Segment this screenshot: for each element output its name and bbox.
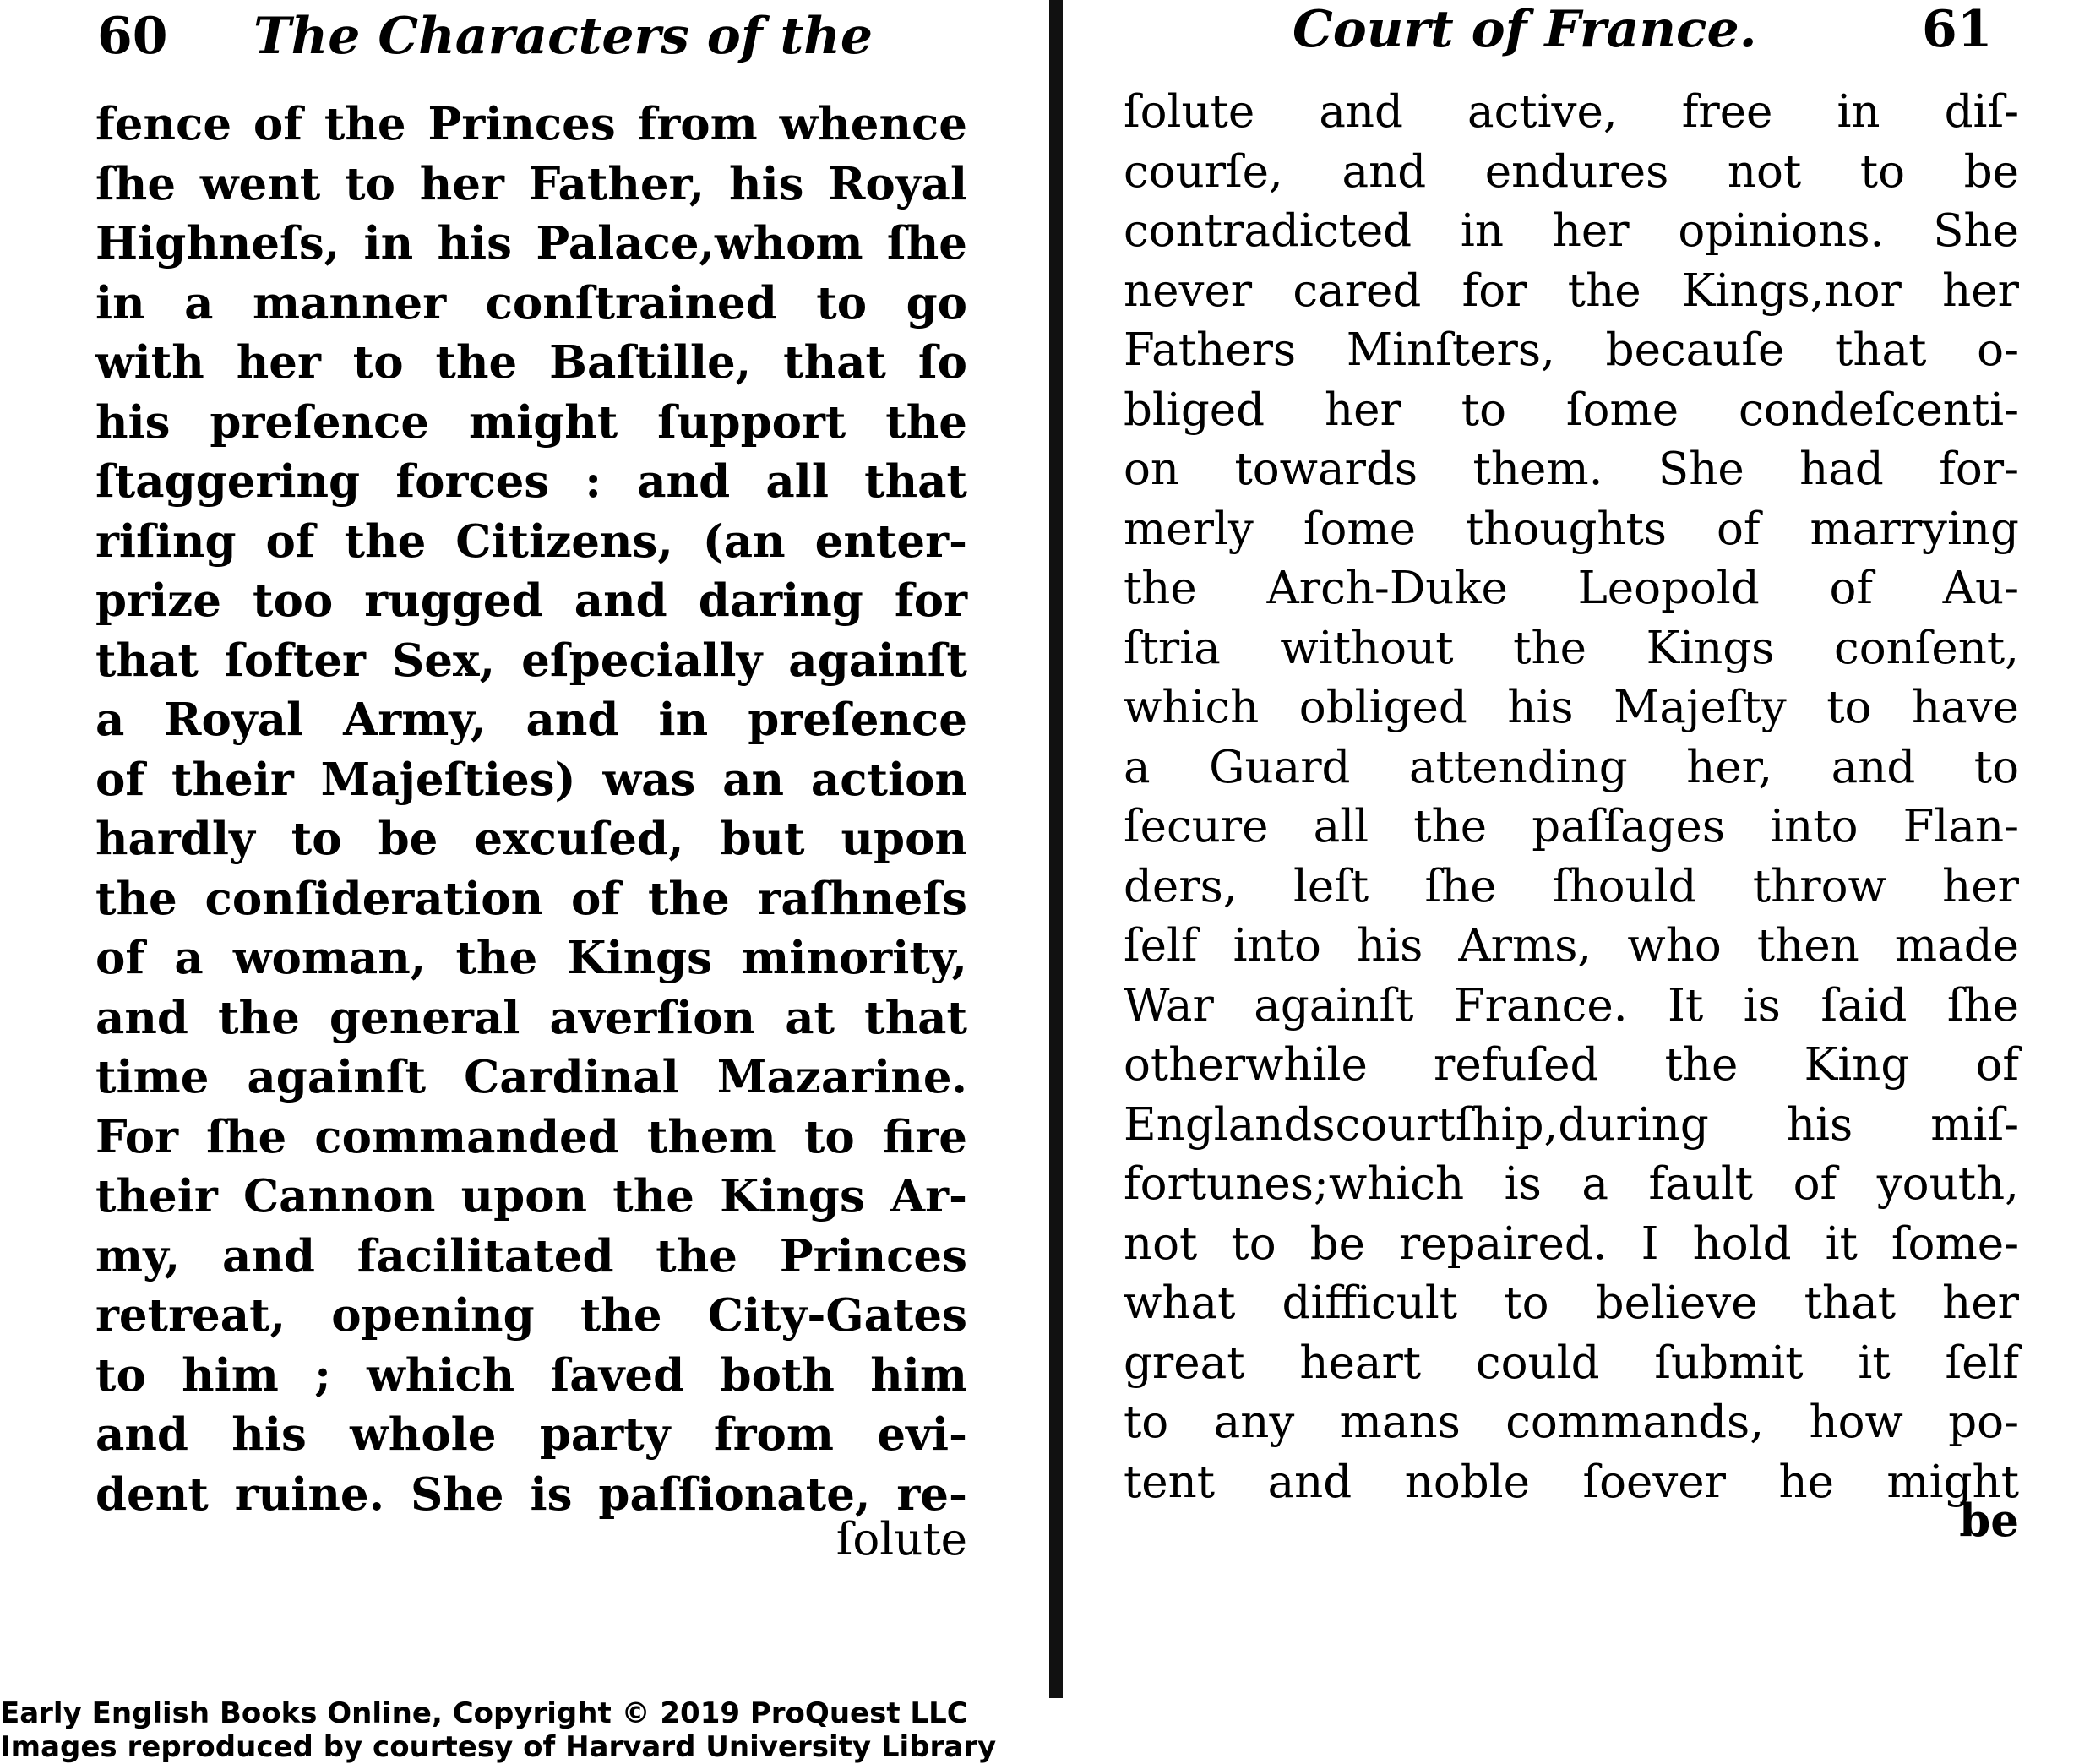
text-line: that ſofter Sex, eſpecially againſt bbox=[95, 634, 967, 687]
left-body-text bbox=[95, 95, 967, 1524]
text-line: Englandscourtſhip,during his miſ- bbox=[1124, 1098, 2019, 1151]
text-line: contradicted in her opinions. She bbox=[1124, 205, 2019, 257]
text-line: merly ſome thoughts of marrying bbox=[1124, 503, 2019, 555]
text-line: retreat, opening the City-Gates bbox=[95, 1289, 967, 1342]
text-line: For ſhe commanded them to fire bbox=[95, 1110, 967, 1163]
text-line: never cared for the Kings,nor her bbox=[1124, 264, 2019, 317]
text-line: and the general averſion at that bbox=[95, 991, 967, 1044]
text-line: otherwhile refuſed the King of bbox=[1124, 1039, 2019, 1091]
right-catchword: be bbox=[1959, 1494, 2019, 1547]
text-line: bliged her to ſome condeſcenti- bbox=[1124, 384, 2019, 436]
text-line: ſtria without the Kings conſent, bbox=[1124, 622, 2019, 674]
footer-credits bbox=[0, 1696, 996, 1764]
text-line: my, and facilitated the Princes bbox=[95, 1229, 967, 1282]
text-line: prize too rugged and daring for bbox=[95, 574, 967, 627]
text-line: courſe, and endures not to be bbox=[1124, 145, 2019, 198]
text-line: and his whole party from evi- bbox=[95, 1408, 967, 1461]
text-line: of a woman, the Kings minority, bbox=[95, 932, 967, 984]
text-line: ſolute and active, free in diſ- bbox=[1124, 86, 2019, 138]
text-line: of their Majeſties) was an action bbox=[95, 753, 967, 806]
text-line: fortunes;which is a fault of youth, bbox=[1124, 1158, 2019, 1210]
left-catchword: ſolute bbox=[835, 1514, 967, 1565]
left-page-number: 60 bbox=[97, 7, 168, 66]
text-line: a Guard attending her, and to bbox=[1124, 741, 2019, 793]
text-line: riſing of the Citizens, (an enter- bbox=[95, 514, 967, 568]
text-line: what difficult to believe that her bbox=[1124, 1277, 2019, 1329]
text-line: Highneſs, in his Palace,whom ſhe bbox=[95, 217, 967, 270]
text-line: their Cannon upon the Kings Ar- bbox=[95, 1170, 967, 1222]
left-running-head bbox=[80, 7, 959, 91]
text-line: Fathers Minſters, becauſe that o- bbox=[1124, 324, 2019, 376]
text-line: ſhe went to her Father, his Royal bbox=[95, 157, 967, 210]
text-line: ſecure all the paſſages into Flan- bbox=[1124, 801, 2019, 852]
text-line: on towards them. She had for- bbox=[1124, 444, 2019, 495]
gutter-divider bbox=[1049, 0, 1063, 1698]
right-body-text bbox=[1124, 83, 2019, 1512]
text-line: ſelf into his Arms, who then made bbox=[1124, 920, 2019, 972]
text-line: his preſence might ſupport the bbox=[95, 395, 967, 449]
text-line: great heart could ſubmit it ſelf bbox=[1124, 1337, 2019, 1389]
text-line: ſtaggering forces : and all that bbox=[95, 455, 967, 508]
text-line: in a manner conſtrained to go bbox=[95, 276, 967, 329]
text-line: a Royal Army, and in preſence bbox=[95, 694, 967, 746]
text-line: to him ; which ſaved both him bbox=[95, 1348, 967, 1402]
text-line: time againſt Cardinal Mazarine. bbox=[95, 1051, 967, 1103]
text-line: tent and noble ſoever he might bbox=[1124, 1456, 2019, 1508]
courtesy-notice: Images reproduced by courtesy of Harvard University Library bbox=[0, 1730, 997, 1764]
right-page bbox=[1124, 0, 2019, 1681]
text-line: dent ruine. She is paſſionate, re- bbox=[95, 1467, 967, 1521]
text-line: War againſt France. It is ſaid ſhe bbox=[1124, 979, 2019, 1032]
copyright-notice: Early English Books Online, Copyright © 2019 ProQuest LLC bbox=[0, 1696, 968, 1730]
text-line: ders, leſt ſhe ſhould throw her bbox=[1124, 860, 2019, 912]
right-running-head bbox=[1124, 0, 2019, 91]
text-line: the conſideration of the raſhneſs bbox=[95, 872, 967, 925]
right-running-title: Court of France. bbox=[1293, 0, 1757, 59]
right-page-number: 61 bbox=[1922, 0, 1993, 59]
text-line: which obliged his Majeſty to have bbox=[1124, 682, 2019, 733]
text-line: to any mans commands, how po- bbox=[1124, 1396, 2019, 1448]
text-line: hardly to be excuſed, but upon bbox=[95, 813, 967, 865]
text-line: with her to the Baſtille, that ſo bbox=[95, 336, 967, 389]
text-line: not to be repaired. I hold it ſome- bbox=[1124, 1217, 2019, 1270]
left-page bbox=[80, 0, 967, 1681]
text-line: the Arch-Duke Leopold of Au- bbox=[1124, 563, 2019, 614]
text-line: fence of the Princes from whence bbox=[95, 98, 967, 150]
left-running-title: The Characters of the bbox=[253, 7, 874, 66]
